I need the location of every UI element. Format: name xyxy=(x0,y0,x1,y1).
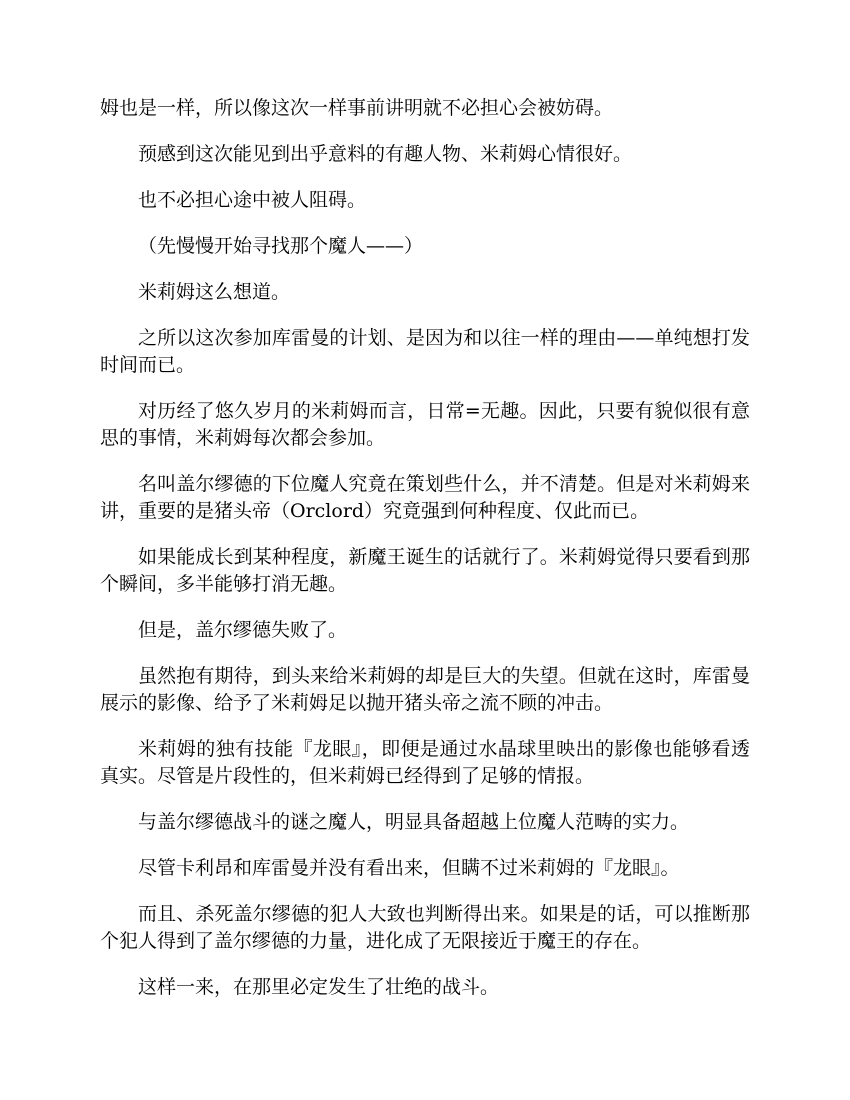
paragraph-12: 米莉姆的独有技能『龙眼』，即便是通过水晶球里映出的影像也能够看透真实。尽管是片段性的，但米莉姆已经得到了足够的情报。 xyxy=(100,738,750,787)
paragraph-9: 如果能成长到某种程度，新魔王诞生的话就行了。米莉姆觉得只要看到那个瞬间，多半能够打消无趣。 xyxy=(100,546,750,595)
paragraph-5: 米莉姆这么想道。 xyxy=(138,281,291,303)
paragraph-10: 但是，盖尔缪德失败了。 xyxy=(138,619,348,641)
paragraph-8: 名叫盖尔缪德的下位魔人究竟在策划些什么，并不清楚。但是对米莉姆来讲，重要的是猪头帝（Orclord）究竟强到何种程度、仅此而已。 xyxy=(100,473,750,522)
paragraph-13: 与盖尔缪德战斗的谜之魔人，明显具备超越上位魔人范畴的实力。 xyxy=(138,811,690,833)
paragraph-15: 而且、杀死盖尔缪德的犯人大致也判断得出来。如果是的话，可以推断那个犯人得到了盖尔缪德的力量，进化成了无限接近于魔王的存在。 xyxy=(100,903,750,952)
paragraph-14: 尽管卡利昂和库雷曼并没有看出来，但瞒不过米莉姆的『龙眼』。 xyxy=(138,857,680,879)
paragraph-4: （先慢慢开始寻找那个魔人——） xyxy=(138,235,424,257)
paragraph-3: 也不必担心途中被人阻碍。 xyxy=(138,189,367,211)
paragraph-11: 虽然抱有期待，到头来给米莉姆的却是巨大的失望。但就在这时，库雷曼展示的影像、给予了米莉姆足以抛开猪头帝之流不顾的冲击。 xyxy=(100,665,750,714)
paragraph-2: 预感到这次能见到出乎意料的有趣人物、米莉姆心情很好。 xyxy=(138,143,633,165)
paragraph-1: 姆也是一样，所以像这次一样事前讲明就不必担心会被妨碍。 xyxy=(100,97,614,119)
paragraph-6: 之所以这次参加库雷曼的计划、是因为和以往一样的理由——单纯想打发时间而已。 xyxy=(100,327,750,376)
paragraph-7: 对历经了悠久岁月的米莉姆而言，日常=无趣。因此，只要有貌似很有意思的事情，米莉姆每次都会参加。 xyxy=(100,400,750,449)
paragraph-16: 这样一来，在那里必定发生了壮绝的战斗。 xyxy=(138,976,500,998)
document-page xyxy=(100,95,750,1020)
